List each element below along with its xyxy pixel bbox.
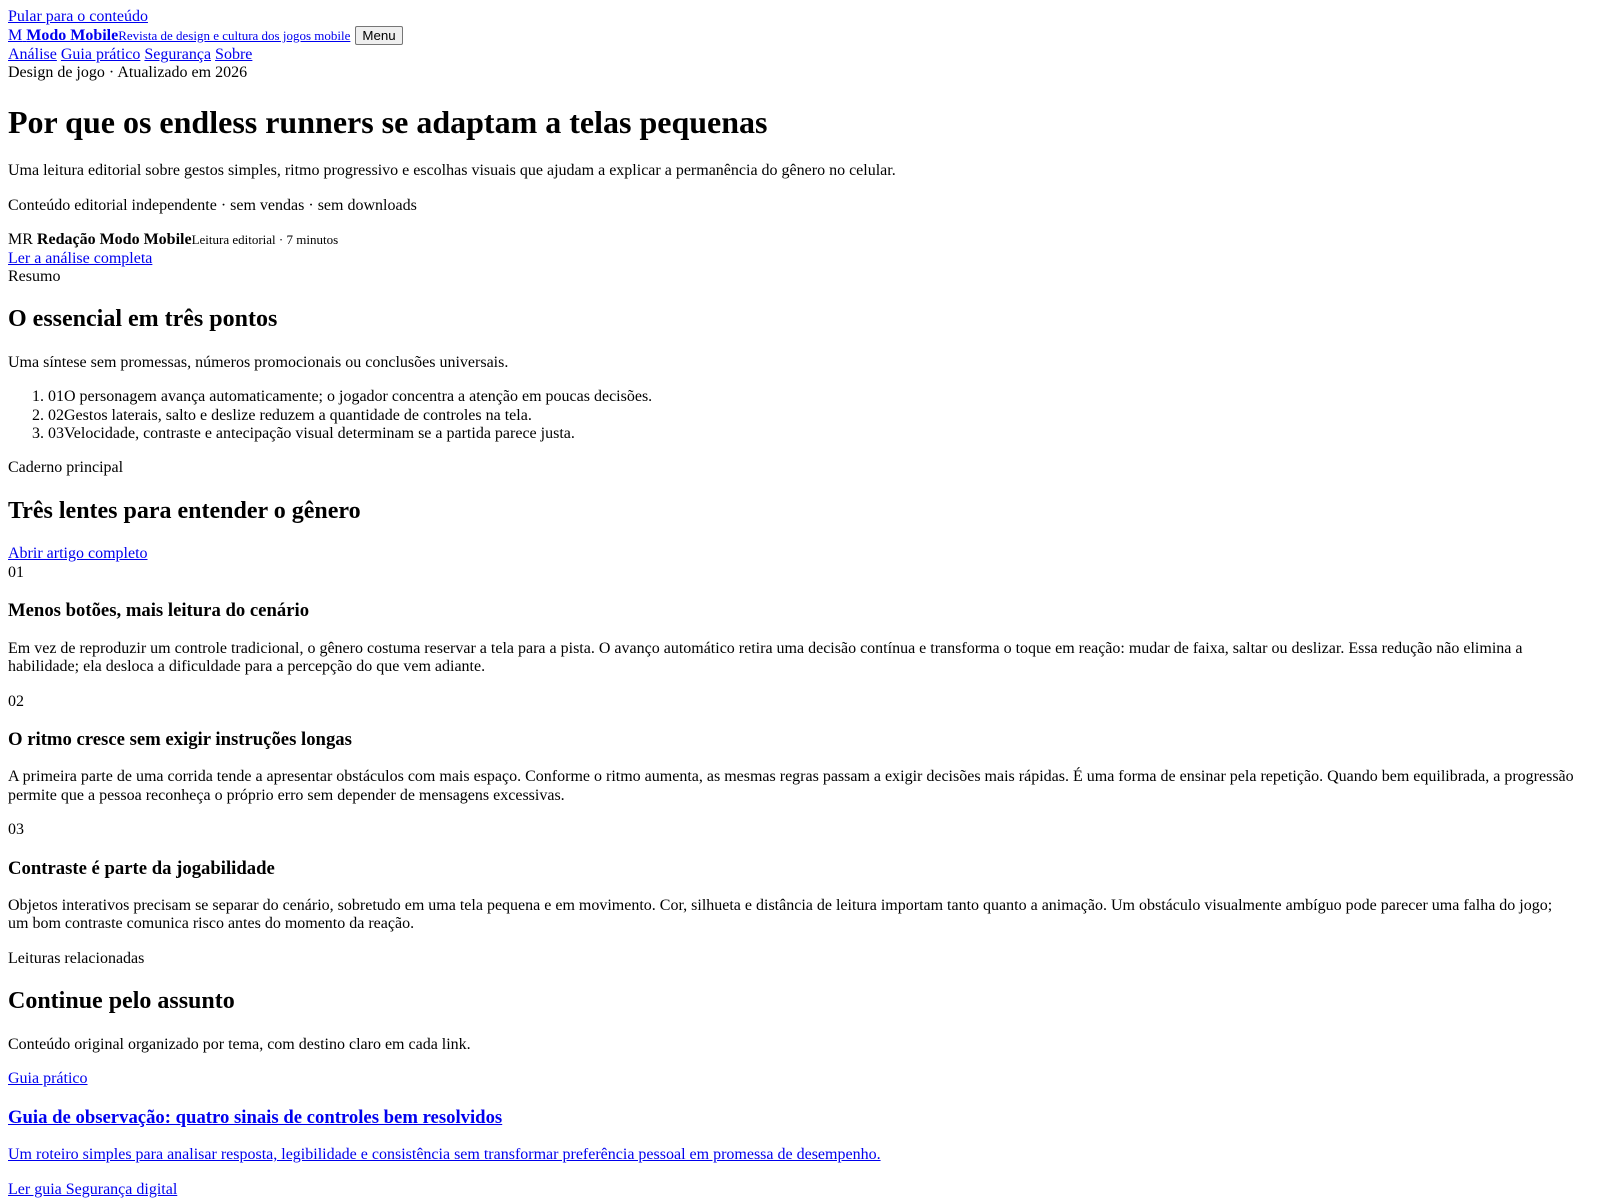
related-card-summary: Um roteiro simples para analisar resposta, legibilidade e consistência sem transformar preferência pessoal em promessa de desempenho. [8, 1146, 881, 1164]
brand-logo-icon: M [8, 27, 23, 45]
related-kicker: Leituras relacionadas [8, 949, 145, 967]
related-category: Ler guia Segurança digital [8, 1180, 178, 1198]
summary-title: O essencial em três pontos [8, 306, 278, 333]
list-item [48, 388, 1576, 406]
related-card-title: Guia de observação: quatro sinais de controles bem resolvidos [8, 1106, 503, 1128]
brand-row [8, 26, 1576, 45]
point-text: Velocidade, contraste e antecipação visual determinam se a partida parece justa. [64, 425, 575, 443]
point-number: 02 [48, 406, 64, 424]
author-row [8, 231, 1576, 249]
nav-item-guia-pratico[interactable]: Guia prático [60, 45, 141, 63]
read-full-analysis-link[interactable]: Ler a análise completa [8, 249, 153, 267]
summary-kicker: Resumo [8, 267, 61, 285]
main-section [8, 459, 1576, 933]
nav-item-sobre[interactable]: Sobre [215, 45, 253, 63]
nav-item-analise[interactable]: Análise [8, 45, 57, 63]
site-header [8, 8, 1576, 64]
related-card-link[interactable] [8, 1181, 1576, 1199]
lens-body: Objetos interativos precisam se separar do cenário, sobretudo em uma tela pequena e em movimento. Cor, silhueta e distância de leitura importam tanto quanto a animação. Um obstáculo visualmente ambíguo pode parecer uma falha do jogo; um bom contraste comunica risco antes do momento da reação. [8, 897, 1553, 933]
related-category: Guia prático [8, 1070, 88, 1088]
lens-body: Em vez de reproduzir um controle tradicional, o gênero costuma reservar a tela para a pista. O avanço automático retira uma decisão contínua e transforma o toque em reação: mudar de faixa, saltar ou deslizar. Essa redução não elimina a habilidade; ela desloca a dificuldade para a percepção do que vem adiante. [8, 639, 1523, 676]
author-meta: Leitura editorial · 7 minutos [191, 232, 339, 248]
list-item [48, 407, 1576, 425]
lens-card [8, 564, 1576, 677]
summary-section [8, 268, 1576, 444]
key-points-list [8, 388, 1576, 443]
related-intro: Conteúdo original organizado por tema, com destino claro em cada link. [8, 1035, 471, 1053]
brand-link[interactable] [8, 27, 350, 44]
summary-intro: Uma síntese sem promessas, números promocionais ou conclusões universais. [8, 353, 509, 371]
point-text: O personagem avança automaticamente; o jogador concentra a atenção em poucas decisões. [64, 388, 653, 406]
lens-title: O ritmo cresce sem exigir instruções longas [8, 728, 352, 750]
lens-number: 02 [8, 692, 24, 710]
related-title: Continue pelo assunto [8, 988, 235, 1015]
article-meta: Design de jogo · Atualizado em 2026 [8, 64, 248, 82]
related-section [8, 950, 1576, 1199]
open-full-article-link[interactable]: Abrir artigo completo [8, 545, 148, 563]
article-lede: Uma leitura editorial sobre gestos simples, ritmo progressivo e escolhas visuais que ajudam a explicar a permanência do gênero no celular. [8, 162, 896, 180]
main-section-title: Três lentes para entender o gênero [8, 497, 361, 524]
lens-card [8, 821, 1576, 934]
main-section-kicker: Caderno principal [8, 459, 124, 477]
menu-button[interactable]: Menu [355, 26, 402, 45]
skip-link[interactable]: Pular para o conteúdo [8, 8, 148, 25]
related-card-link[interactable] [8, 1070, 1576, 1164]
main-nav [8, 46, 1576, 64]
hero-section [8, 64, 1576, 268]
lens-body: A primeira parte de uma corrida tende a apresentar obstáculos com mais espaço. Conforme o ritmo aumenta, as mesmas regras passam a exigir decisões mais rápidas. É uma forma de ensinar pela repetição. Quando bem equilibrada, a progressão permite que a pessoa reconheça o próprio erro sem depender de mensagens excessivas. [8, 768, 1574, 804]
lens-title: Menos botões, mais leitura do cenário [8, 600, 310, 622]
list-item [48, 425, 1576, 443]
lens-card [8, 693, 1576, 806]
point-number: 03 [48, 425, 64, 443]
lens-number: 01 [8, 563, 24, 581]
editorial-disclaimer: Conteúdo editorial independente · sem vendas · sem downloads [8, 196, 417, 214]
brand-name: Modo Mobile [26, 27, 119, 45]
author-name: Redação Modo Mobile [36, 231, 192, 249]
brand-tagline: Revista de design e cultura dos jogos mobile [118, 28, 351, 44]
lens-title: Contraste é parte da jogabilidade [8, 857, 275, 879]
main-content [8, 64, 1576, 1199]
lens-number: 03 [8, 821, 24, 839]
author-avatar: MR [8, 231, 33, 249]
nav-item-seguranca[interactable]: Segurança [144, 45, 212, 63]
point-text: Gestos laterais, salto e deslize reduzem a quantidade de controles na tela. [64, 406, 532, 424]
page-title: Por que os endless runners se adaptam a telas pequenas [8, 103, 768, 140]
point-number: 01 [48, 388, 64, 406]
